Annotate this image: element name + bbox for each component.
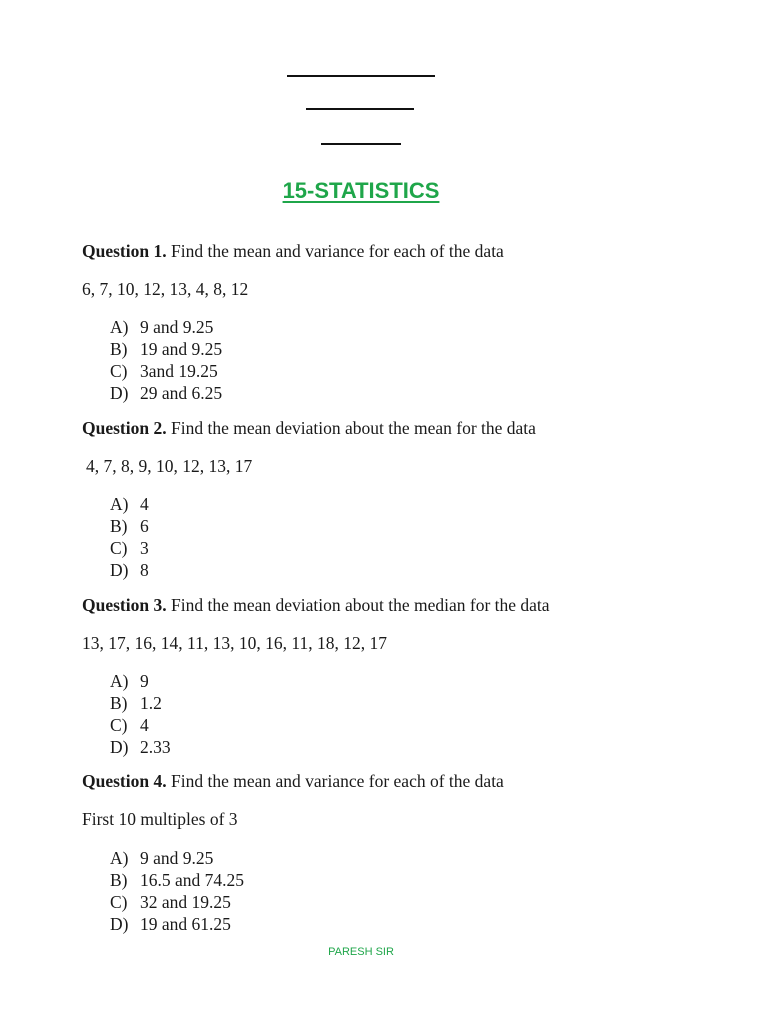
header-rule-2 bbox=[306, 108, 414, 110]
page-footer: PARESH SIR bbox=[328, 946, 394, 958]
question-4-data: First 10 multiples of 3 bbox=[82, 809, 238, 829]
question-2-data: 4, 7, 8, 9, 10, 12, 13, 17 bbox=[86, 456, 253, 476]
question-2-options bbox=[110, 493, 149, 581]
option-d: D) 8 bbox=[110, 560, 149, 580]
page-title: 15-STATISTICS bbox=[282, 178, 440, 203]
option-b: B) 19 and 9.25 bbox=[110, 339, 223, 359]
option-a: A) 4 bbox=[110, 494, 149, 514]
question-text: Find the mean deviation about the median for the data bbox=[170, 595, 550, 615]
option-d: D) 2.33 bbox=[110, 737, 171, 757]
header-rule-3 bbox=[321, 143, 401, 145]
question-1-options bbox=[110, 316, 222, 404]
header-rule-1 bbox=[287, 75, 435, 77]
question-1-heading bbox=[82, 240, 722, 262]
question-1-data: 6, 7, 10, 12, 13, 4, 8, 12 bbox=[82, 279, 249, 299]
option-d: D) 19 and 61.25 bbox=[110, 914, 231, 934]
question-3-data: 13, 17, 16, 14, 11, 13, 10, 16, 11, 18, 12, 17 bbox=[82, 633, 387, 653]
question-text: Find the mean and variance for each of the data bbox=[170, 771, 504, 791]
option-a: A) 9 and 9.25 bbox=[110, 317, 214, 337]
option-d: D) 29 and 6.25 bbox=[110, 383, 223, 403]
question-3-options bbox=[110, 670, 171, 758]
question-2-heading bbox=[82, 417, 722, 439]
question-3-heading bbox=[82, 594, 722, 616]
option-c: C) 4 bbox=[110, 715, 149, 735]
option-b: B) 6 bbox=[110, 516, 149, 536]
question-label: Question 2. bbox=[82, 418, 167, 438]
question-4-options bbox=[110, 847, 244, 935]
option-b: B) 1.2 bbox=[110, 693, 162, 713]
option-a: A) 9 bbox=[110, 671, 149, 691]
option-a: A) 9 and 9.25 bbox=[110, 848, 214, 868]
question-text: Find the mean and variance for each of the data bbox=[170, 241, 504, 261]
question-label: Question 3. bbox=[82, 595, 167, 615]
option-c: C) 3 bbox=[110, 538, 149, 558]
question-text: Find the mean deviation about the mean for the data bbox=[170, 418, 536, 438]
option-b: B) 16.5 and 74.25 bbox=[110, 870, 245, 890]
question-4-heading bbox=[82, 770, 722, 792]
option-c: C) 3and 19.25 bbox=[110, 361, 218, 381]
question-label: Question 1. bbox=[82, 241, 167, 261]
option-c: C) 32 and 19.25 bbox=[110, 892, 231, 912]
question-label: Question 4. bbox=[82, 771, 167, 791]
